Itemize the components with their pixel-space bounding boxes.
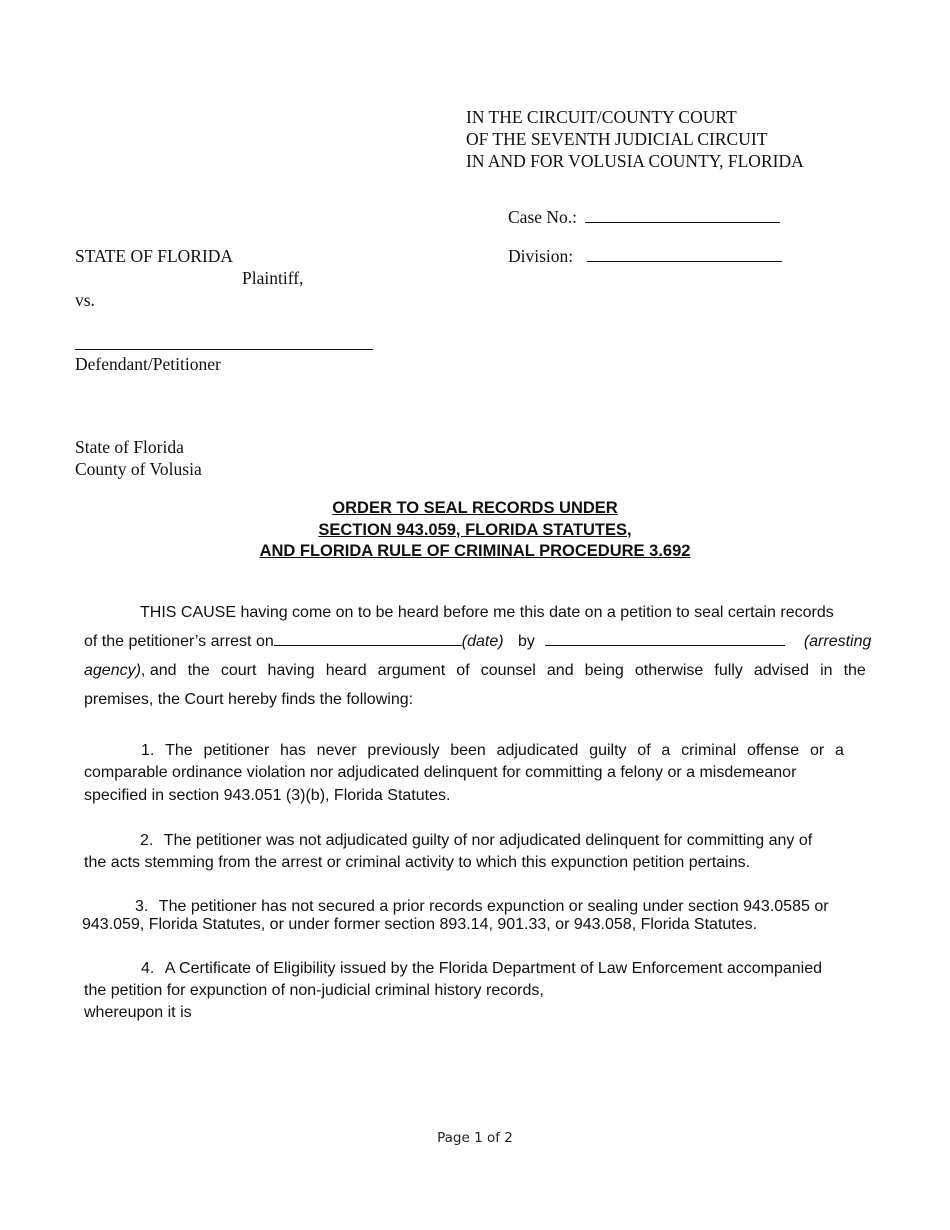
finding-word: guilty: [589, 742, 627, 759]
finding-word: of: [637, 742, 651, 759]
intro-word: of: [456, 662, 470, 679]
finding-1-line: specified in section 943.051 (3)(b), Florida Statutes.: [84, 787, 451, 804]
finding-word: offense: [746, 742, 800, 759]
case-number-field: [508, 206, 780, 228]
finding-4-line: [141, 957, 822, 980]
case-number-blank[interactable]: [585, 208, 780, 223]
finding-word: petitioner: [203, 742, 270, 759]
intro-word: fully: [714, 662, 743, 679]
intro-word: otherwise: [634, 662, 704, 679]
finding-number: 3.: [135, 898, 149, 915]
finding-4-line: the petition for expunction of non-judicial criminal history records,: [84, 982, 544, 999]
intro-word: the: [843, 662, 866, 679]
intro-word: argument: [377, 662, 446, 679]
finding-word: or: [809, 742, 825, 759]
finding-word: The: [165, 742, 193, 759]
intro-line: [84, 659, 866, 682]
finding-word: been: [450, 742, 486, 759]
plaintiff-role: Plaintiff,: [242, 268, 304, 288]
finding-number: 1.: [141, 742, 155, 759]
intro-word: court: [220, 662, 257, 679]
finding-1-line: [141, 739, 844, 762]
by-text: by: [518, 633, 535, 650]
intro-word: and: [546, 662, 574, 679]
finding-text: A Certificate of Eligibility issued by the Florida Department of Law Enforcement accompanied: [164, 960, 823, 977]
finding-number: 2.: [140, 832, 154, 849]
venue-state: State of Florida: [75, 437, 184, 457]
finding-word: adjudicated: [496, 742, 579, 759]
agency-hint: (arresting: [803, 633, 872, 650]
intro-word: heard: [325, 662, 367, 679]
finding-2-line: the acts stemming from the arrest or criminal activity to which this expunction petition pertains.: [84, 854, 751, 871]
finding-3-line: 943.059, Florida Statutes, or under former section 893.14, 901.33, or 943.058, Florida Statutes.: [82, 916, 758, 933]
finding-1-line: comparable ordinance violation nor adjudicated delinquent for committing a felony or a misdemeanor: [84, 764, 797, 781]
agency-hint-cont: agency): [84, 662, 141, 679]
page-number: Page 1 of 2: [437, 1130, 513, 1146]
plaintiff-name: STATE OF FLORIDA: [75, 246, 234, 266]
intro-line: THIS CAUSE having come on to be heard before me this date on a petition to seal certain records: [140, 604, 834, 621]
division-blank[interactable]: [587, 247, 782, 262]
order-title-line: ORDER TO SEAL RECORDS UNDER: [332, 499, 618, 517]
order-title-line: SECTION 943.059, FLORIDA STATUTES,: [318, 520, 632, 539]
defendant-name-blank[interactable]: [75, 349, 373, 350]
intro-word-group: [84, 659, 177, 682]
intro-line: [84, 630, 871, 653]
finding-word: previously: [367, 742, 440, 759]
court-caption-line: IN AND FOR VOLUSIA COUNTY, FLORIDA: [466, 151, 804, 171]
versus-label: vs.: [75, 290, 95, 310]
order-title-line: AND FLORIDA RULE OF CRIMINAL PROCEDURE 3.692: [259, 542, 691, 560]
intro-arrest-text: of the petitioner’s arrest on: [84, 633, 274, 650]
finding-word: never: [316, 742, 357, 759]
order-title: [0, 498, 950, 563]
arrest-date-blank[interactable]: [274, 631, 462, 646]
court-caption-line: OF THE SEVENTH JUDICIAL CIRCUIT: [466, 129, 768, 149]
division-field: [508, 245, 782, 267]
intro-word: , and: [140, 662, 177, 679]
finding-text: The petitioner was not adjudicated guilty of nor adjudicated delinquent for committing any of: [163, 832, 813, 849]
intro-word: having: [267, 662, 315, 679]
finding-4-line: whereupon it is: [84, 1004, 192, 1021]
court-caption-line: IN THE CIRCUIT/COUNTY COURT: [466, 107, 737, 127]
finding-word: a: [661, 742, 671, 759]
finding-text: The petitioner has not secured a prior records expunction or sealing under section 943.0585 or: [158, 898, 829, 915]
intro-word: being: [584, 662, 624, 679]
defendant-label: Defendant/Petitioner: [75, 354, 221, 374]
intro-word: advised: [753, 662, 810, 679]
finding-word: has: [280, 742, 306, 759]
intro-word: the: [187, 662, 210, 679]
division-label: Division:: [508, 246, 574, 266]
date-hint: (date): [461, 633, 504, 650]
intro-word: in: [820, 662, 833, 679]
case-number-label: Case No.:: [508, 207, 578, 227]
arresting-agency-blank[interactable]: [545, 631, 785, 646]
finding-word: criminal: [681, 742, 737, 759]
finding-number: 4.: [141, 960, 155, 977]
intro-line: premises, the Court hereby finds the following:: [84, 691, 414, 708]
court-caption: [466, 106, 804, 172]
finding-2-line: [140, 829, 812, 852]
venue-county: County of Volusia: [75, 459, 202, 479]
intro-word: counsel: [480, 662, 536, 679]
finding-word: a: [834, 742, 844, 759]
